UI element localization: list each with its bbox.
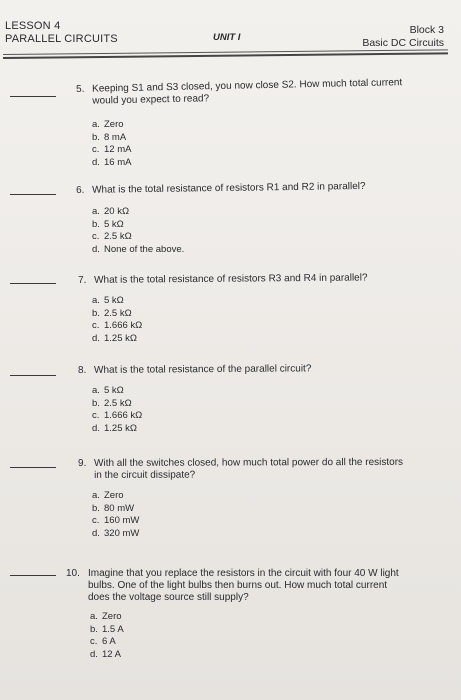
- question-text: [78, 457, 403, 482]
- option-a: a. Zero: [90, 611, 122, 622]
- options: [90, 611, 124, 661]
- question-text: [76, 77, 403, 108]
- option-c: c. 1.666 kΩ: [92, 410, 143, 421]
- option-c: c. 2.5 kΩ: [92, 231, 132, 242]
- options: [92, 119, 131, 169]
- question-line: What is the total resistance of resistors R1 and R2 in parallel?: [91, 180, 366, 196]
- answer-blank[interactable]: [10, 96, 56, 97]
- answer-blank[interactable]: [10, 467, 56, 468]
- option-c: c. 1.666 kΩ: [92, 320, 143, 331]
- question-number: 10.: [66, 568, 80, 579]
- options: [92, 490, 139, 540]
- lesson-label: LESSON 4: [5, 20, 61, 32]
- option-b: b. 8 mA: [92, 131, 127, 143]
- question-line: does the voltage source still supply?: [88, 592, 249, 603]
- option-b: b. 5 kΩ: [92, 218, 124, 230]
- header-right: [362, 24, 444, 50]
- option-d: d. 1.25 kΩ: [92, 422, 137, 434]
- answer-blank[interactable]: [10, 375, 56, 376]
- option-c: c. 12 mA: [92, 144, 132, 155]
- question-text: [66, 568, 399, 604]
- option-b: b. 80 mW: [92, 502, 135, 514]
- option-d: d. 12 A: [90, 648, 122, 660]
- question-line: bulbs. One of the light bulbs then burns out. How much total current: [88, 580, 388, 591]
- question-line: What is the total resistance of the parallel circuit?: [93, 363, 312, 376]
- options: [92, 206, 184, 256]
- question-line: would you expect to read?: [92, 93, 210, 107]
- answer-blank[interactable]: [10, 194, 56, 195]
- question-number: 6.: [76, 184, 85, 196]
- question-number: 5.: [76, 83, 85, 95]
- answer-blank[interactable]: [10, 575, 56, 576]
- options: [92, 385, 142, 435]
- options: [92, 295, 142, 345]
- question-line: Keeping S1 and S3 closed, you now close S2. How much total current: [91, 77, 403, 95]
- option-a: a. 20 kΩ: [92, 206, 130, 217]
- lesson-title: PARALLEL CIRCUITS: [5, 33, 118, 45]
- option-d: d. 16 mA: [92, 156, 132, 168]
- option-a: a. Zero: [92, 490, 124, 501]
- option-b: b. 1.5 A: [90, 623, 124, 635]
- option-c: c. 160 mW: [92, 515, 140, 526]
- option-d: d. 320 mW: [92, 527, 140, 539]
- option-a: a. Zero: [92, 119, 124, 130]
- option-a: a. 5 kΩ: [92, 295, 124, 306]
- question-text: [78, 272, 368, 287]
- block-label: Block 3: [409, 24, 444, 36]
- option-b: b. 2.5 kΩ: [92, 397, 132, 409]
- question-line: in the circuit dissipate?: [94, 469, 196, 481]
- answer-blank[interactable]: [10, 283, 56, 284]
- option-b: b. 2.5 kΩ: [92, 307, 132, 319]
- option-d: d. None of the above.: [92, 243, 185, 255]
- subject-label: Basic DC Circuits: [362, 37, 444, 49]
- unit-label: UNIT I: [213, 32, 241, 43]
- option-a: a. 5 kΩ: [92, 385, 124, 396]
- question-line: Imagine that you replace the resistors in the circuit with four 40 W light: [88, 568, 399, 579]
- question-line: What is the total resistance of resistors R3 and R4 in parallel?: [93, 272, 368, 286]
- option-c: c. 6 A: [90, 636, 116, 647]
- question-line: With all the switches closed, how much total power do all the resistors: [93, 456, 404, 469]
- header-left: [5, 20, 118, 46]
- question-number: 8.: [78, 364, 87, 376]
- option-d: d. 1.25 kΩ: [92, 332, 137, 344]
- question-text: [78, 363, 311, 377]
- question-number: 7.: [78, 274, 87, 286]
- question-text: [76, 181, 366, 197]
- question-number: 9.: [78, 457, 87, 469]
